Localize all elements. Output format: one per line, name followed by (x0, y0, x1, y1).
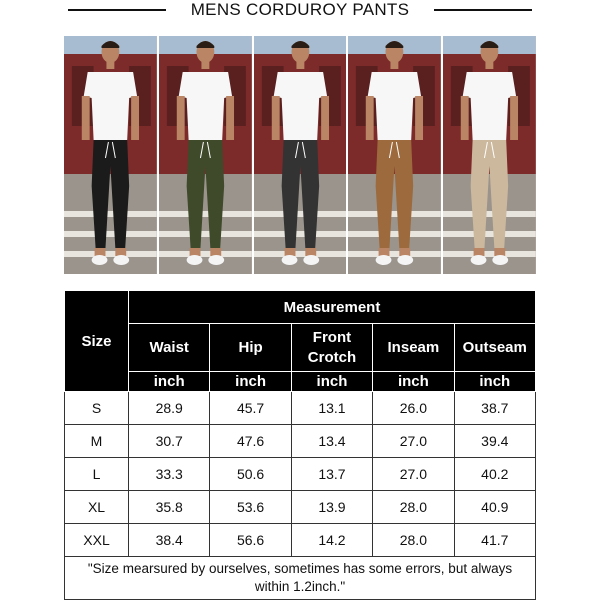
measurement-cell: 13.9 (291, 491, 372, 524)
measurement-cell: 13.4 (291, 425, 372, 458)
title-row (0, 0, 600, 22)
unit-label: inch (210, 372, 291, 392)
table-row (65, 425, 536, 458)
measurement-cell: 41.7 (454, 524, 535, 557)
unit-label: inch (129, 372, 210, 392)
size-chart-table (64, 290, 536, 600)
product-photo-strip (64, 36, 536, 274)
page-title: MENS CORDUROY PANTS (190, 0, 410, 19)
model-photo-khaki-brown (348, 36, 441, 274)
column-header-hip: Hip (210, 324, 291, 372)
measurement-cell: 14.2 (291, 524, 372, 557)
model-photo-black (64, 36, 157, 274)
size-note: "Size mearsured by ourselves, sometimes has some errors, but always within 1.2inch." (65, 557, 536, 600)
table-row (65, 491, 536, 524)
size-cell: S (65, 392, 129, 425)
measurement-cell: 47.6 (210, 425, 291, 458)
column-header-inseam: Inseam (373, 324, 454, 372)
front-crotch-label: Front Crotch (307, 328, 357, 366)
table-row (65, 524, 536, 557)
size-cell: M (65, 425, 129, 458)
unit-label: inch (454, 372, 535, 392)
measurement-cell: 38.4 (129, 524, 210, 557)
measurement-cell: 26.0 (373, 392, 454, 425)
measurement-cell: 56.6 (210, 524, 291, 557)
table-row (65, 392, 536, 425)
measurement-cell: 28.0 (373, 491, 454, 524)
measurement-cell: 38.7 (454, 392, 535, 425)
column-header-front-crotch (291, 324, 372, 372)
size-cell: XXL (65, 524, 129, 557)
measurement-cell: 13.7 (291, 458, 372, 491)
title-divider-left (68, 9, 166, 11)
measurement-cell: 50.6 (210, 458, 291, 491)
unit-label: inch (291, 372, 372, 392)
measurement-cell: 33.3 (129, 458, 210, 491)
measurement-cell: 40.2 (454, 458, 535, 491)
measurement-cell: 45.7 (210, 392, 291, 425)
measurement-cell: 13.1 (291, 392, 372, 425)
measurement-cell: 27.0 (373, 425, 454, 458)
measurement-cell: 28.0 (373, 524, 454, 557)
unit-label: inch (373, 372, 454, 392)
measurement-cell: 39.4 (454, 425, 535, 458)
measurement-cell: 27.0 (373, 458, 454, 491)
model-photo-army-green (159, 36, 252, 274)
size-cell: L (65, 458, 129, 491)
table-row (65, 458, 536, 491)
measurement-cell: 53.6 (210, 491, 291, 524)
measurement-cell: 40.9 (454, 491, 535, 524)
measurement-cell: 30.7 (129, 425, 210, 458)
measurement-cell: 35.8 (129, 491, 210, 524)
measurement-header: Measurement (129, 291, 536, 324)
title-divider-right (434, 9, 532, 11)
model-photo-beige (443, 36, 536, 274)
model-photo-dark-grey (254, 36, 347, 274)
size-cell: XL (65, 491, 129, 524)
column-header-waist: Waist (129, 324, 210, 372)
column-header-outseam: Outseam (454, 324, 535, 372)
size-header: Size (65, 291, 129, 392)
measurement-cell: 28.9 (129, 392, 210, 425)
